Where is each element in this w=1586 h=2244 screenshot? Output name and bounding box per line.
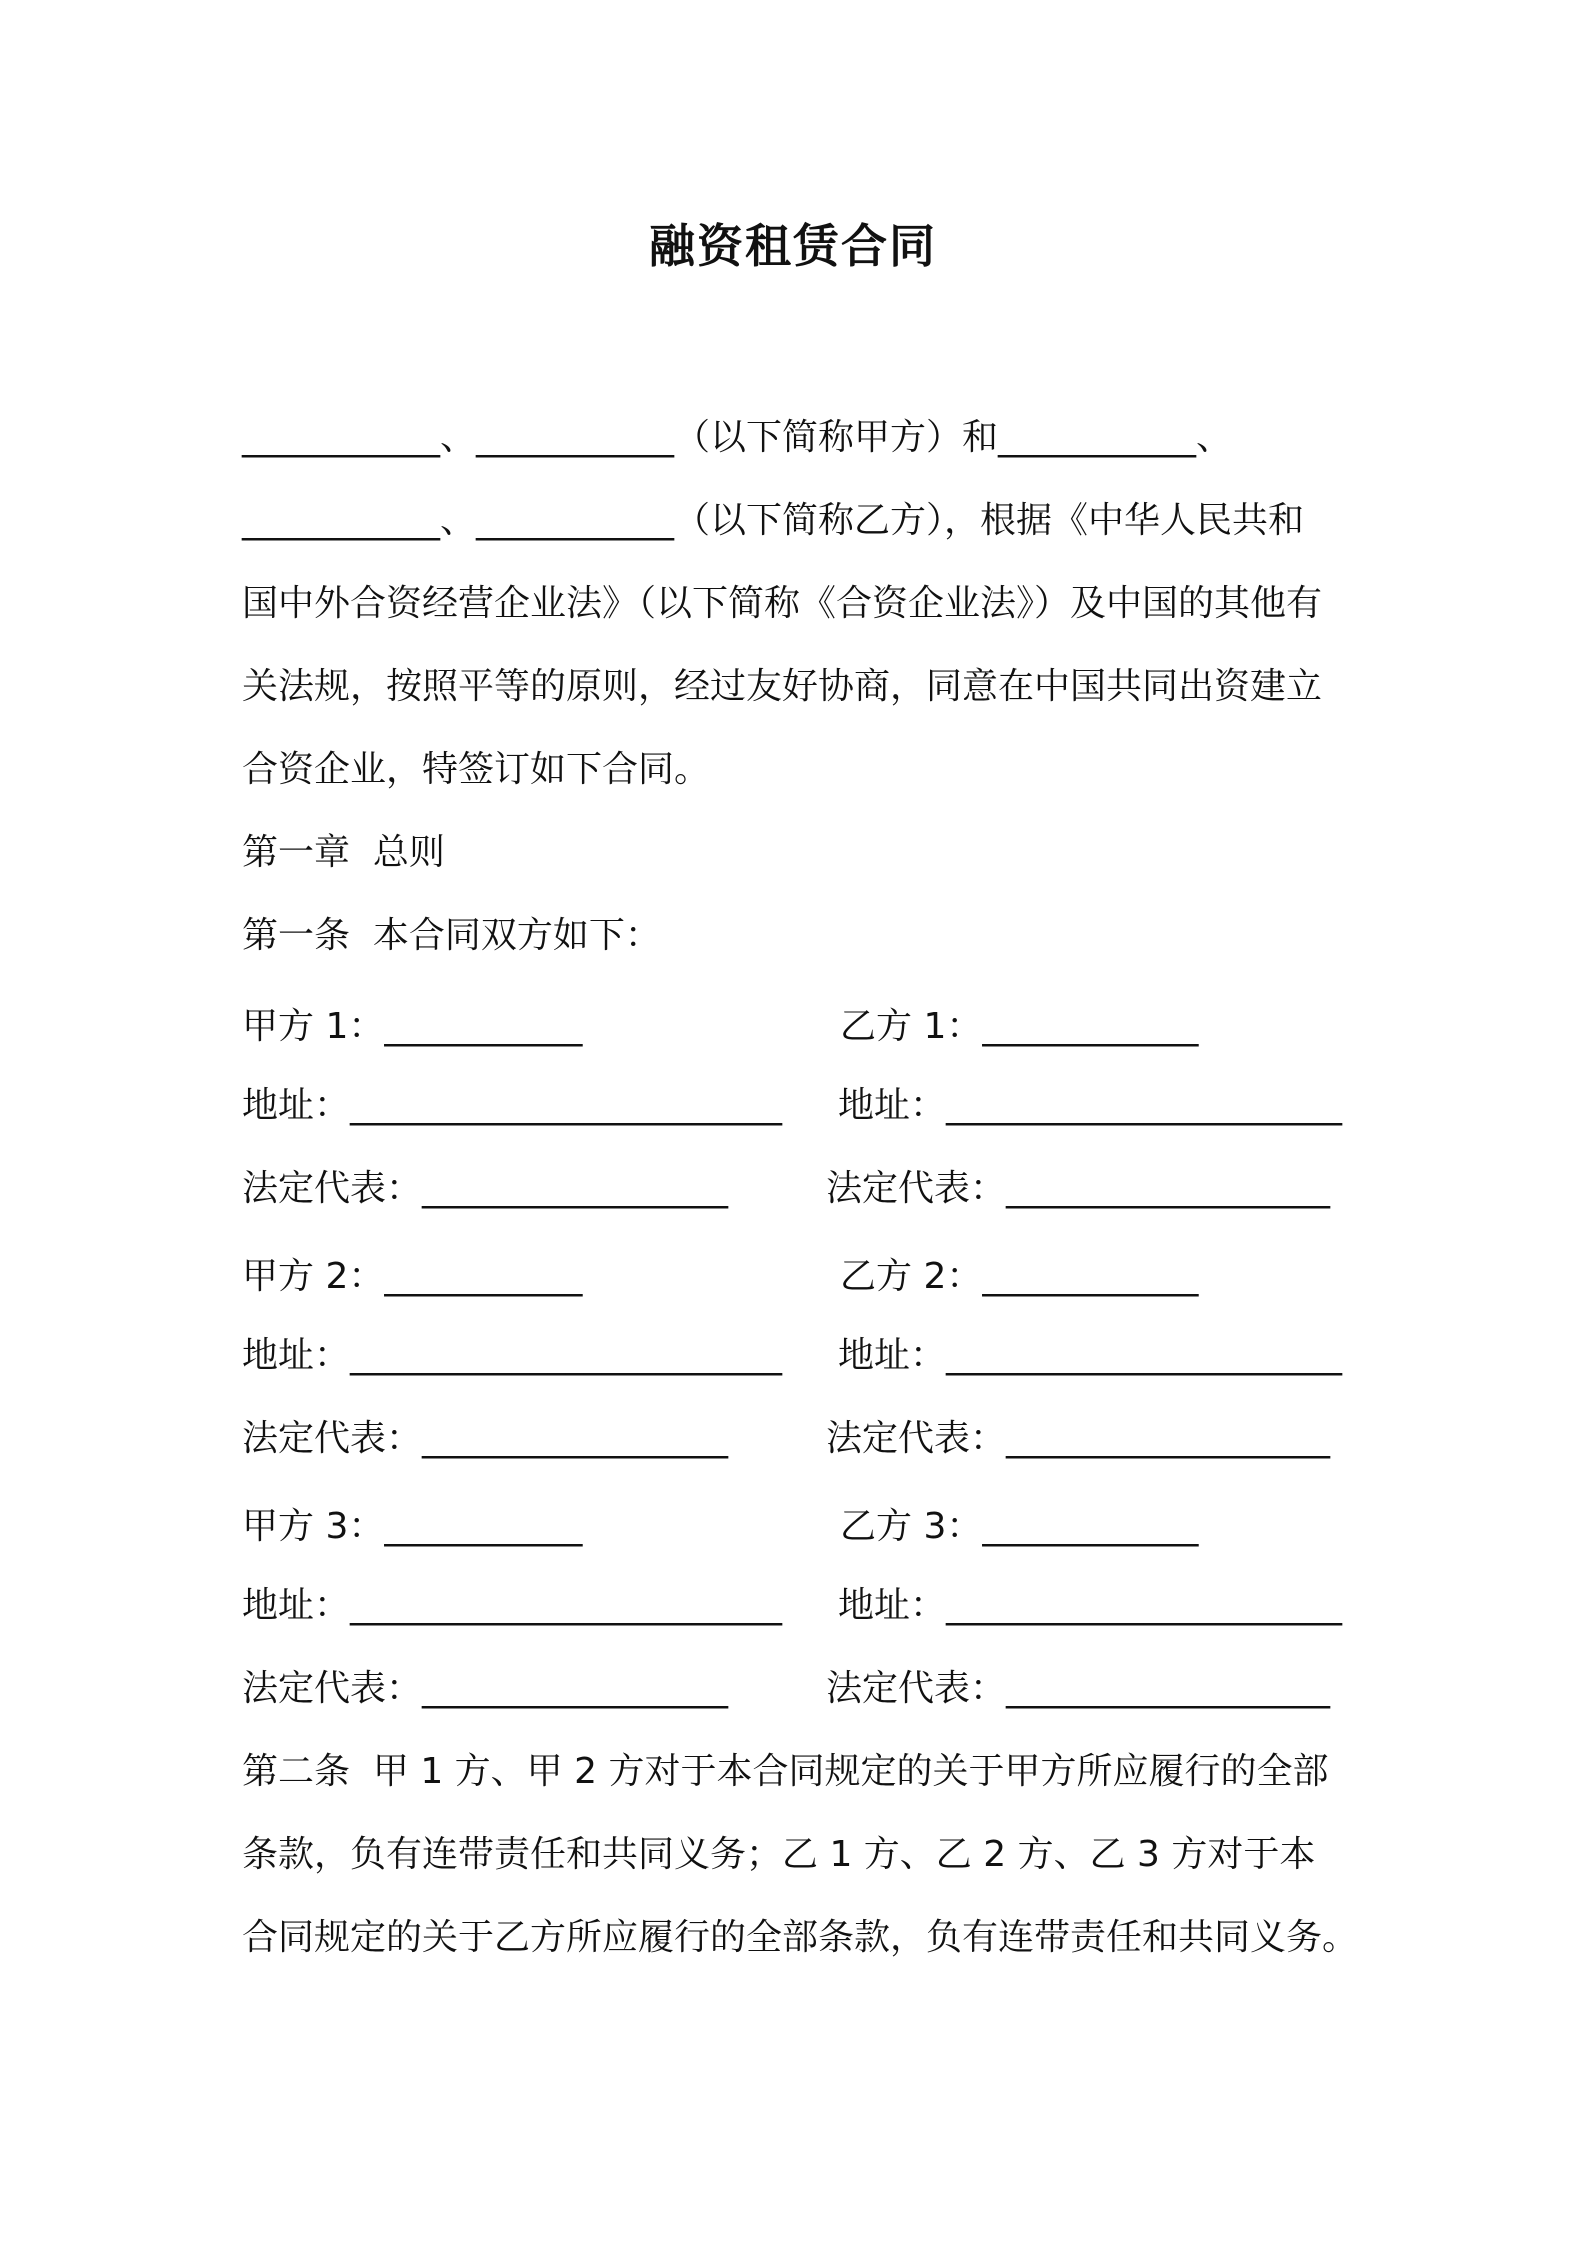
intro-line-4: 关法规，按照平等的原则，经过友好协商，同意在中国共同出资建立 <box>242 666 1323 707</box>
party-a1-rep: 法定代表：_________________ <box>242 1168 729 1209</box>
party-a2-address: 地址：________________________ <box>242 1335 783 1376</box>
party-b1-rep: 法定代表：__________________ <box>826 1168 1331 1209</box>
party-a3-address: 地址：________________________ <box>242 1585 783 1626</box>
article-2-line-3: 合同规定的关于乙方所应履行的全部条款，负有连带责任和共同义务。 <box>242 1917 1359 1958</box>
party-a1-address: 地址：________________________ <box>242 1085 783 1126</box>
party-a1-name: 甲方 1：___________ <box>242 1006 583 1047</box>
intro-line-2: ___________、___________（以下简称乙方），根据《中华人民共和 <box>242 500 1305 541</box>
document-title: 融资租赁合同 <box>649 219 937 273</box>
party-b2-address: 地址：______________________ <box>838 1335 1343 1376</box>
party-b3-rep: 法定代表：__________________ <box>826 1668 1331 1709</box>
article-2-line-1: 第二条 甲 1 方、甲 2 方对于本合同规定的关于甲方所应履行的全部 <box>242 1751 1329 1792</box>
party-b1-name: 乙方 1：____________ <box>840 1006 1199 1047</box>
intro-line-3: 国中外合资经营企业法》（以下简称《合资企业法》）及中国的其他有 <box>242 583 1323 624</box>
party-b2-name: 乙方 2：____________ <box>840 1256 1199 1297</box>
party-b3-address: 地址：______________________ <box>838 1585 1343 1626</box>
party-a3-name: 甲方 3：___________ <box>242 1506 583 1547</box>
chapter-heading: 第一章 总则 <box>242 832 445 873</box>
intro-line-5: 合资企业，特签订如下合同。 <box>242 749 711 790</box>
intro-line-1: ___________、___________（以下简称甲方）和___________、 <box>242 417 1233 458</box>
party-b3-name: 乙方 3：____________ <box>840 1506 1199 1547</box>
party-b1-address: 地址：______________________ <box>838 1085 1343 1126</box>
party-b2-rep: 法定代表：__________________ <box>826 1418 1331 1459</box>
party-a2-name: 甲方 2：___________ <box>242 1256 583 1297</box>
article-1-heading: 第一条 本合同双方如下： <box>242 915 661 956</box>
article-2-line-2: 条款，负有连带责任和共同义务；乙 1 方、乙 2 方、乙 3 方对于本 <box>242 1834 1316 1875</box>
party-a3-rep: 法定代表：_________________ <box>242 1668 729 1709</box>
party-a2-rep: 法定代表：_________________ <box>242 1418 729 1459</box>
